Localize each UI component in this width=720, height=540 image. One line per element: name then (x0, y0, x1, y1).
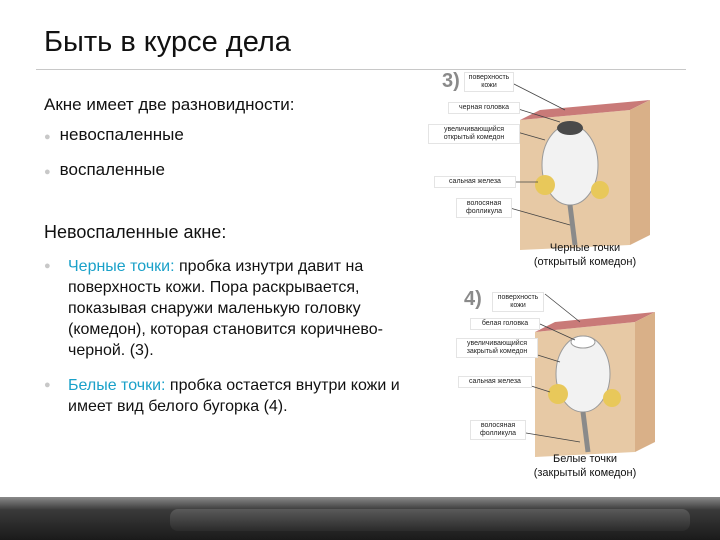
whiteheads-term: Белые точки: (68, 377, 166, 394)
type-item-noninflamed (44, 125, 184, 145)
bullet-icon: ● (44, 260, 51, 272)
blackheads-term: Черные точки: (68, 258, 175, 275)
blackhead-illustration (420, 70, 660, 250)
bullet-icon: ● (44, 379, 51, 391)
footer-decoration (170, 509, 690, 531)
blackheads-text-rest: поверхность кожи. Пора раскрывается, показывая снаружи маленькую головку (комедон), которая становится коричнево-черной. (3). (68, 279, 383, 359)
label-comedo: увеличивающийся открытый комедон (428, 124, 520, 144)
label-gland: сальная железа (434, 176, 516, 188)
type-label: воспаленные (59, 160, 165, 179)
type-item-inflamed (44, 160, 165, 180)
label-gland: сальная железа (458, 376, 532, 388)
caption-line: Белые точки (553, 453, 617, 465)
figure-whitehead-caption (510, 452, 660, 480)
label-surface: поверхность кожи (464, 72, 514, 92)
whiteheads-paragraph (44, 375, 434, 417)
slide-title: Быть в курсе дела (44, 26, 291, 58)
section-heading: Невоспаленные акне: (44, 222, 227, 242)
type-label: невоспаленные (59, 125, 184, 144)
bullet-icon: ● (44, 131, 51, 143)
whiteheads-text-rest: кожи и имеет вид белого бугорка (4). (68, 377, 400, 415)
label-follicle: волосяная фолликула (456, 198, 512, 218)
label-surface: поверхность кожи (492, 292, 544, 312)
figure-blackhead-caption (510, 241, 660, 269)
blackheads-text-start: пробка изнутри давит на (174, 258, 364, 275)
whiteheads-text-start: пробка остается внутри (165, 377, 347, 394)
figure-whitehead (440, 282, 670, 457)
intro-text: Акне имеет две разновидности: (44, 95, 295, 114)
caption-line: (открытый комедон) (533, 256, 637, 268)
figure-number: 3) (442, 70, 460, 92)
caption-line: (закрытый комедон) (533, 467, 637, 479)
figure-number: 4) (464, 288, 482, 310)
blackheads-paragraph (44, 256, 434, 361)
label-follicle: волосяная фолликула (470, 420, 526, 440)
label-head: белая головка (470, 318, 540, 330)
bullet-icon: ● (44, 166, 51, 178)
label-comedo: увеличивающийся закрытый комедон (456, 338, 538, 358)
figure-blackhead (420, 70, 660, 250)
label-head: черная головка (448, 102, 520, 114)
caption-line: Черные точки (549, 242, 621, 254)
